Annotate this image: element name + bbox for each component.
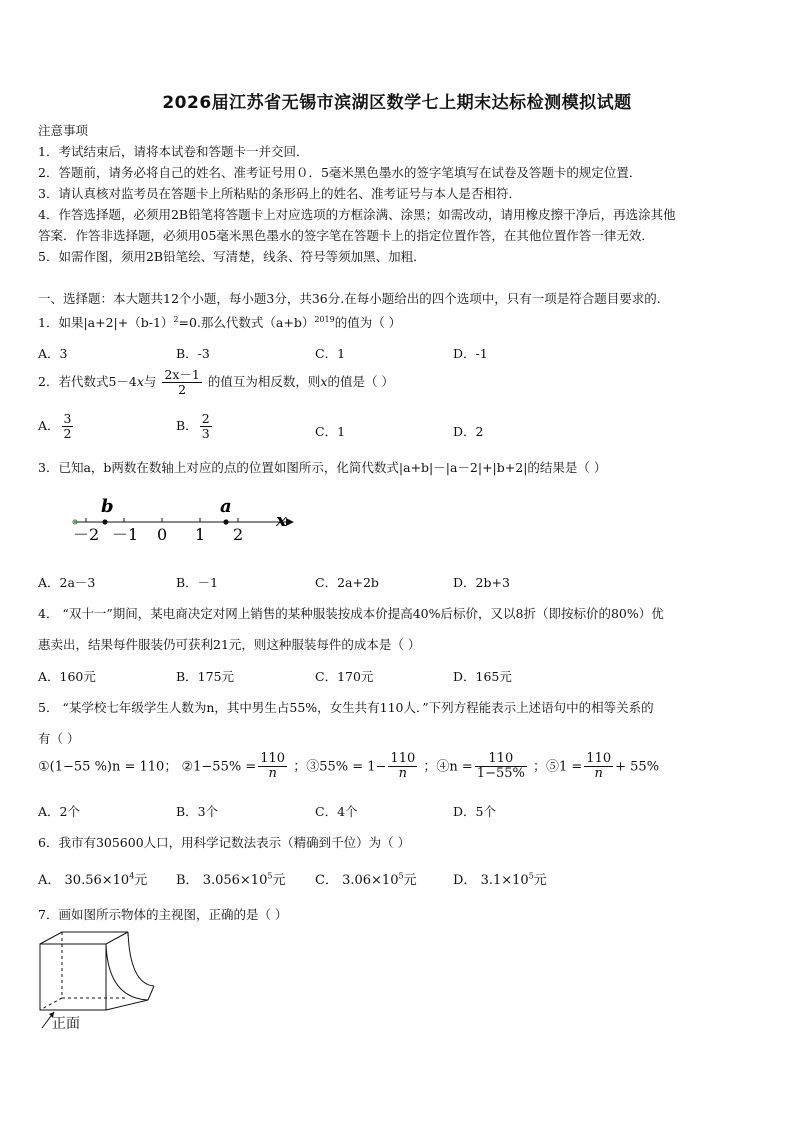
top-face (40, 932, 128, 944)
option-base: 3.06×10 (342, 873, 399, 888)
fraction-numerator: 110 (390, 751, 416, 766)
option-a[interactable]: A．2个 (38, 804, 80, 819)
question-7-stem: 7．画如图所示物体的主视图，正确的是（ ） (38, 907, 288, 922)
option-a[interactable]: A．160元 (38, 669, 96, 684)
q2-stem-part: 的值是（ ） (327, 373, 394, 389)
option-b[interactable]: B．－1 (176, 575, 219, 590)
option-label: A． (38, 873, 61, 888)
q2-fraction (162, 368, 201, 397)
edge-line (106, 1000, 148, 1010)
option-d[interactable]: D．2 (453, 424, 484, 439)
equation-3-fraction (388, 752, 417, 782)
point-b-label: b (101, 496, 114, 517)
option-unit: 元 (134, 873, 148, 888)
option-d[interactable]: D．2b+3 (453, 575, 510, 590)
option-b[interactable] (176, 869, 285, 888)
q2-stem-part: 与 (143, 373, 157, 389)
option-label: B． (176, 417, 198, 433)
fraction-denominator: 2 (178, 381, 187, 397)
option-unit: 元 (403, 873, 417, 888)
equation-5-tail: + 55% (615, 759, 660, 775)
fraction-denominator: 3 (201, 425, 210, 441)
front-face (40, 944, 106, 1010)
q2-stem-part: 的值互为相反数，则 (207, 373, 321, 389)
equation-2-fraction (258, 752, 287, 782)
question-2-stem (38, 368, 394, 397)
fraction-denominator: 2 (63, 425, 72, 441)
option-a[interactable] (38, 869, 147, 888)
question-3-stem: 3．已知a，b两数在数轴上对应的点的位置如图所示，化简代数式|a+b|－|a－2|+|b+2|的结果是（ ） (38, 460, 607, 475)
question-5-equations (38, 752, 659, 782)
page-title: 2026届江苏省无锡市滨湖区数学七上期末达标检测模拟试题 (162, 93, 632, 113)
equation-5: ；⑤1 = (533, 759, 583, 775)
tick-label: －2 (73, 525, 100, 544)
option-exponent: 4 (129, 871, 135, 881)
option-d[interactable] (453, 869, 547, 888)
curved-edge-front (106, 944, 148, 1000)
option-c[interactable]: C．170元 (315, 669, 374, 684)
notice-heading: 注意事项 (38, 123, 89, 138)
equation-4: ；④n = (423, 759, 473, 775)
option-label: C． (315, 873, 338, 888)
fraction-numerator: 110 (586, 751, 612, 766)
hidden-edge (40, 998, 62, 1010)
equation-4-fraction (475, 752, 527, 782)
option-d[interactable]: D．165元 (453, 669, 512, 684)
option-base: 3.1×10 (480, 873, 529, 888)
option-fraction (200, 412, 212, 441)
option-c[interactable]: C．1 (315, 424, 346, 439)
option-label: A． (38, 417, 60, 433)
number-line-figure (68, 492, 298, 544)
fraction-denominator: n (268, 766, 277, 782)
option-c[interactable]: C．1 (315, 346, 346, 361)
notice-item-5: 5．如需作图，须用2B铅笔绘、写清楚，线条、符号等须加黑、加粗． (38, 249, 426, 264)
notice-item-4: 4．作答选择题，必须用2B铅笔将答题卡上对应选项的方框涂满、涂黑；如需改动，请用橡皮擦干净后，再选涂其他 (38, 207, 676, 222)
point-b-dot (102, 519, 107, 524)
option-c[interactable]: C．4个 (315, 804, 358, 819)
notice-item-4-cont: 答案．作答非选择题，必须用05毫米黑色墨水的签字笔在答题卡上的指定位置作答，在其他位置作答一律无效． (38, 228, 654, 243)
question-5-line-1: 5． “某学校七年级学生人数为n，其中男生占55%，女生共有110人．”下列方程能表示上述语句中的相等关系的 (38, 700, 654, 715)
option-base: 3.056×10 (202, 873, 268, 888)
equation-1: ①(1−55 %)n = 110； (38, 759, 178, 775)
option-exponent: 5 (267, 871, 273, 881)
question-5-line-2: 有（ ） (38, 731, 80, 746)
equation-3: ；③55% = 1− (293, 759, 387, 775)
option-d[interactable]: D．5个 (453, 804, 496, 819)
front-view-label: 正面 (52, 1016, 80, 1032)
point-a-label: a (220, 496, 232, 517)
option-exponent: 5 (528, 871, 534, 881)
tick-label: 1 (195, 525, 206, 544)
question-1-stem (38, 313, 401, 331)
notice-item-3: 3．请认真核对监考员在答题卡上所粘贴的条形码上的姓名、准考证号与本人是否相符． (38, 186, 521, 201)
fraction-denominator: n (398, 766, 408, 782)
equation-5-fraction (584, 752, 613, 782)
fraction-numerator: 3 (63, 411, 72, 426)
notice-item-1: 1．考试结束后，请将本试卷和答题卡一并交回． (38, 144, 309, 159)
question-4-line-1: 4． “双十一”期间，某电商决定对网上销售的某种服装按成本价提高40%后标价，又以8折（即按标价的80%）优 (38, 606, 664, 621)
option-unit: 元 (533, 873, 547, 888)
equation-2: ②1−55% = (181, 759, 257, 775)
option-a[interactable] (38, 412, 75, 441)
option-c[interactable]: C．2a+2b (315, 575, 379, 590)
section-heading: 一、选择题：本大题共12个小题，每小题3分，共36分.在每小题给出的四个选项中，只有一项是符合题目要求的. (38, 291, 661, 306)
fraction-numerator: 110 (260, 751, 286, 766)
axis-arrow (286, 518, 294, 526)
fraction-numerator: 110 (475, 752, 527, 767)
option-d[interactable]: D．-1 (453, 346, 488, 361)
fraction-numerator: 2 (201, 411, 210, 426)
tick-label: －1 (112, 525, 139, 544)
notice-item-2: 2．答题前，请务必将自己的姓名、准考证号用０．5毫米黑色墨水的签字笔填写在试卷及答题卡的规定位置． (38, 165, 642, 180)
q1-exponent: 2 (173, 314, 179, 324)
q2-stem-part: 2．若代数式5－4 (38, 373, 137, 389)
option-fraction (62, 412, 74, 441)
fraction-denominator: n (594, 766, 603, 782)
option-a[interactable]: A．3 (38, 346, 68, 361)
option-label: D． (453, 873, 477, 888)
option-c[interactable] (315, 869, 417, 888)
option-b[interactable]: B．3个 (176, 804, 219, 819)
option-b[interactable]: B．175元 (176, 669, 235, 684)
option-exponent: 5 (398, 871, 404, 881)
q1-stem-part: =0.那么代数式（a+b） (178, 315, 315, 330)
question-4-line-2: 惠卖出，结果每件服装仍可获利21元，则这种服装每件的成本是（ ） (38, 637, 421, 652)
q1-stem-part: 的值为（ ） (334, 315, 402, 330)
q2-variable: x (136, 373, 144, 389)
option-unit: 元 (272, 873, 286, 888)
q1-stem-part: 1．如果|a+2|+（b-1） (38, 315, 174, 330)
tick-label: 0 (157, 525, 168, 544)
fraction-denominator: 1−55% (476, 766, 525, 782)
option-label: B． (176, 873, 199, 888)
option-b[interactable]: B．-3 (176, 346, 210, 361)
point-a-dot (223, 519, 228, 524)
q2-variable: x (320, 373, 328, 389)
option-base: 30.56×10 (64, 873, 130, 888)
edge-line (148, 986, 154, 1000)
axis-x-label: x (276, 510, 287, 531)
tick-label: 2 (233, 525, 244, 544)
q1-exponent: 2019 (314, 314, 335, 324)
fraction-numerator: 2x－1 (164, 367, 200, 382)
option-b[interactable] (176, 412, 214, 441)
question-6-stem: 6．我市有305600人口，用科学记数法表示（精确到千位）为（ ） (38, 835, 411, 850)
curved-edge-back (128, 932, 154, 986)
option-a[interactable]: A．2a－3 (38, 575, 96, 590)
